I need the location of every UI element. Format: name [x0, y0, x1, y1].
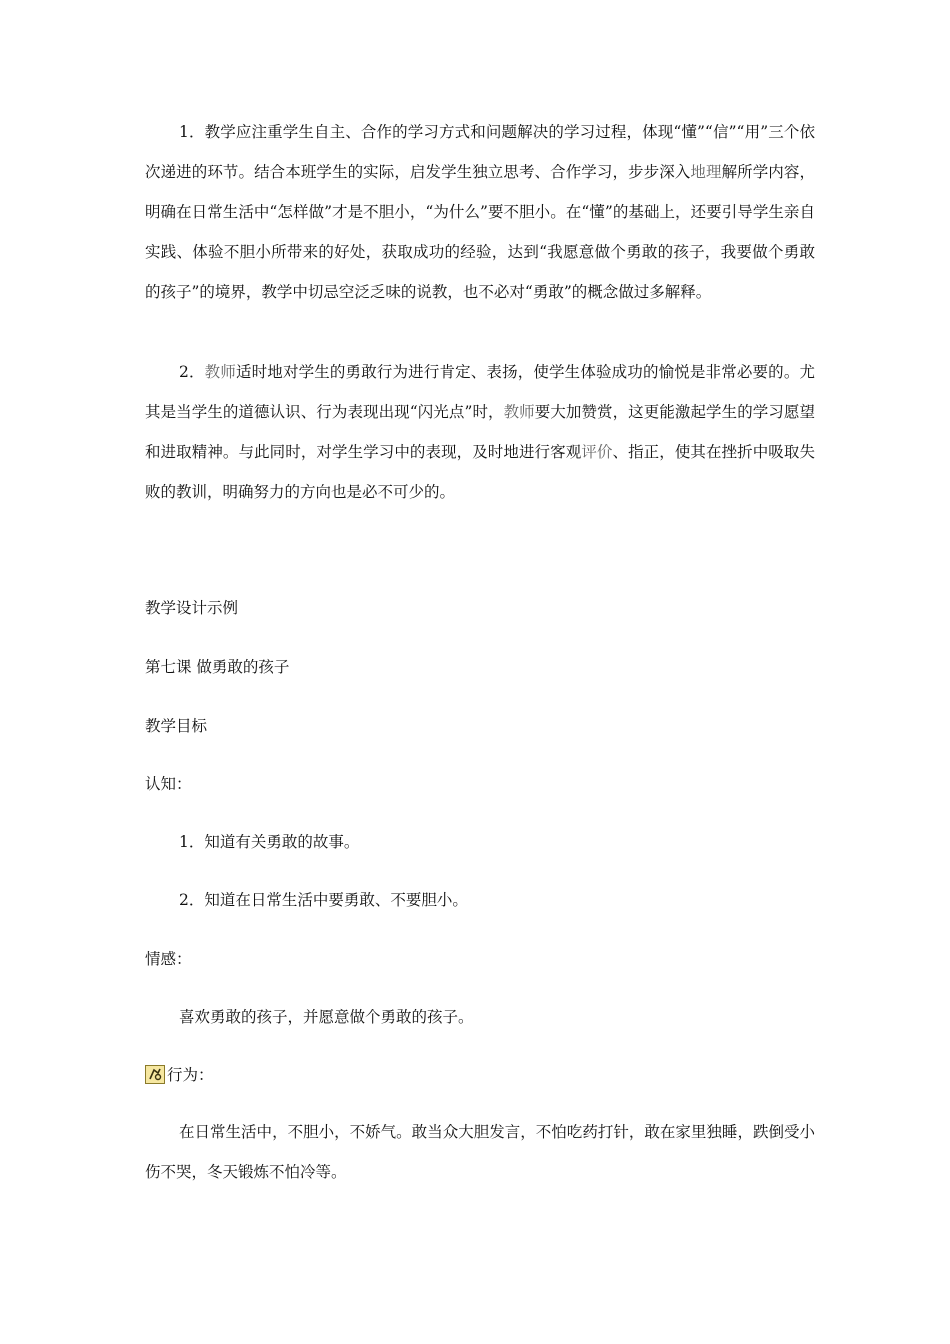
paragraph-teaching-approach — [145, 112, 815, 312]
emotion-text: 喜欢勇敢的孩子，并愿意做个勇敢的孩子。 — [179, 1008, 474, 1026]
section-title: 教学设计示例 — [145, 599, 239, 617]
paragraph-text: 1．教学应注重学生自主、合作的学习方式和问题解决的学习过程，体现“懂”“信”“用”三个依次递进的环节。结合本班学生的实际，启发学生独立思考、合作学习，步步深入 — [145, 123, 815, 181]
paragraph-text: 、指正，使其在挫折中吸取失败的教训，明确努力的方向也是必不可少的。 — [145, 443, 815, 501]
paragraph-teacher-praise — [145, 352, 815, 512]
cognition-item: 2．知道在日常生活中要勇敢、不要胆小。 — [179, 891, 468, 909]
link-teacher[interactable]: 教师 — [503, 403, 535, 421]
goals-heading: 教学目标 — [145, 717, 208, 735]
behavior-text: 在日常生活中，不胆小，不娇气。敢当众大胆发言，不怕吃药打针，敢在家里独睡，跌倒受小伤不哭，冬天锻炼不怕冷等。 — [145, 1123, 815, 1181]
link-teacher[interactable]: 教师 — [204, 363, 236, 381]
behavior-heading: 行为： — [167, 1066, 214, 1084]
lesson-title: 第七课 做勇敢的孩子 — [145, 658, 290, 676]
paragraph-text: 适时地对学生的勇敢行为进行肯定、表扬，使学生体验成功的愉悦是非常必要的。尤其是当学生的道德认识、行为表现出现“闪光点”时， — [145, 363, 815, 421]
link-evaluation[interactable]: 评价 — [581, 443, 613, 461]
cognition-item: 1．知道有关勇敢的故事。 — [179, 833, 360, 851]
paragraph-text: 2． — [179, 363, 205, 381]
link-geography[interactable]: 地理 — [690, 163, 722, 181]
paragraph-text: 要大加赞赏，这更能激起学生的学习愿望和进取精神。与此同时，对学生学习中的表现，及时地进行客观 — [145, 403, 815, 461]
paragraph-text: 解所学内容，明确在日常生活中“怎样做”才是不胆小，“为什么”要不胆小。在“懂”的基础上，还要引导学生亲自实践、体验不胆小所带来的好处，获取成功的经验，达到“我愿意做个勇敢的孩子，我要做个勇敢的孩子”的境界，教学中切忌空泛乏味的说教，也不必对“勇敢”的概念做过多解释。 — [145, 163, 815, 301]
behavior-heading-line — [145, 1063, 815, 1087]
broken-image-icon — [145, 1065, 165, 1084]
cognition-heading: 认知： — [145, 775, 192, 793]
emotion-heading: 情感： — [145, 950, 192, 968]
